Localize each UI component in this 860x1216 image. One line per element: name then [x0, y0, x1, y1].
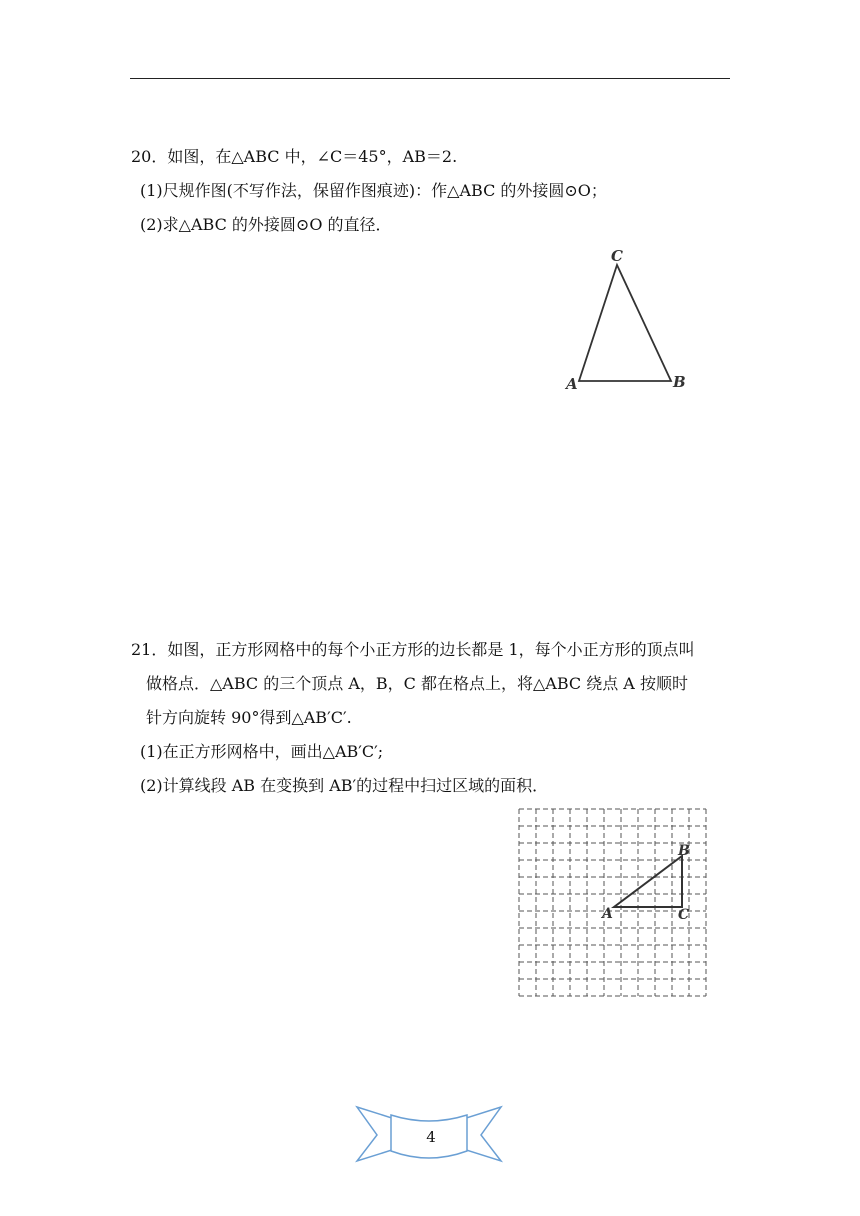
square-grid: [519, 809, 706, 996]
q20-part1: (1)尺规作图(不写作法，保留作图痕迹)：作△ABC 的外接圆⊙O；: [140, 181, 607, 200]
q21-stem-line2: 做格点．△ABC 的三个顶点 A，B，C 都在格点上，将△ABC 绕点 A 按顺时: [146, 674, 688, 693]
q21-part2: (2)计算线段 AB 在变换到 AB′的过程中扫过区域的面积．: [140, 776, 549, 795]
q21-stem-line1: 21．如图，正方形网格中的每个小正方形的边长都是 1，每个小正方形的顶点叫: [131, 640, 695, 659]
q21-stem-line3: 针方向旋转 90°得到△AB′C′.: [146, 708, 352, 727]
ribbon-right-tail: [463, 1107, 501, 1161]
label-b: B: [673, 373, 686, 391]
q21-grid-figure: [510, 800, 730, 1010]
q21-part1: (1)在正方形网格中，画出△AB′C′;: [140, 742, 384, 761]
label-a: A: [602, 906, 613, 922]
label-a: A: [566, 375, 578, 393]
q20-triangle-figure: [560, 240, 700, 400]
label-c: C: [611, 247, 623, 265]
label-b: B: [678, 843, 690, 859]
ribbon-left-tail: [357, 1107, 395, 1161]
label-c: C: [678, 907, 690, 923]
header-rule: [130, 78, 730, 79]
q20-part2: (2)求△ABC 的外接圆⊙O 的直径．: [140, 215, 392, 234]
triangle-abc: [579, 265, 671, 381]
page-number: 4: [426, 1128, 436, 1146]
q20-stem: 20．如图，在△ABC 中，∠C＝45°，AB＝2.: [131, 147, 458, 166]
